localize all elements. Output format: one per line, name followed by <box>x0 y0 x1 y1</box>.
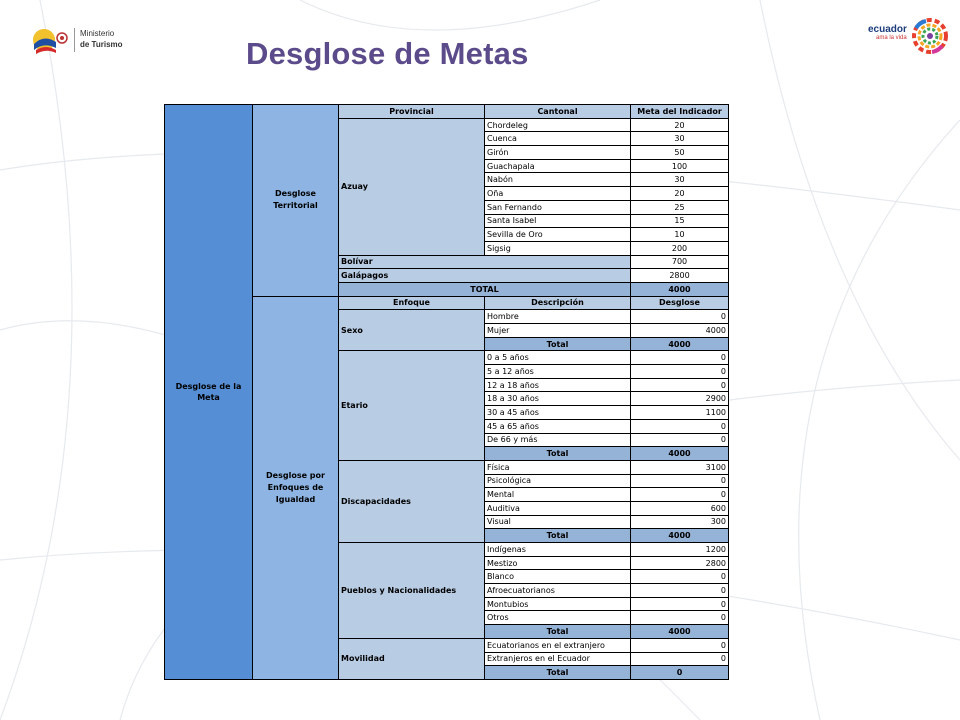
desglose-meta-label: Desglose de la Meta <box>165 105 253 680</box>
descripcion-cell: Montubios <box>485 597 631 611</box>
desglose-value: 0 <box>631 310 729 324</box>
territorial-header-row <box>165 105 729 119</box>
canton-meta-value: 30 <box>631 173 729 187</box>
desglose-igualdad-label: Desglose por Enfoques de Igualdad <box>253 296 339 679</box>
ecuador-brand-text: ecuador <box>868 24 907 35</box>
descripcion-cell: 12 a 18 años <box>485 378 631 392</box>
desglose-value: 0 <box>631 378 729 392</box>
descripcion-cell: Otros <box>485 611 631 625</box>
desglose-value: 0 <box>631 365 729 379</box>
desglose-table <box>164 104 729 680</box>
canton-name: Chordeleg <box>485 118 631 132</box>
enfoque-name: Movilidad <box>339 638 485 679</box>
column-header: Provincial <box>339 105 485 119</box>
canton-name: Nabón <box>485 173 631 187</box>
canton-meta-value: 200 <box>631 241 729 255</box>
canton-meta-value: 10 <box>631 228 729 242</box>
desglose-territorial-label: Desglose Territorial <box>253 105 339 297</box>
enfoque-total-value: 4000 <box>631 337 729 351</box>
enfoque-name: Discapacidades <box>339 460 485 542</box>
enfoque-total-label: Total <box>485 447 631 461</box>
enfoque-total-label: Total <box>485 625 631 639</box>
canton-name: Sigsig <box>485 241 631 255</box>
desglose-value: 0 <box>631 584 729 598</box>
desglose-value: 0 <box>631 652 729 666</box>
descripcion-cell: Mujer <box>485 324 631 338</box>
canton-name: Santa Isabel <box>485 214 631 228</box>
descripcion-cell: Mestizo <box>485 556 631 570</box>
territorial-total-value: 4000 <box>631 282 729 296</box>
column-header: Meta del Indicador <box>631 105 729 119</box>
canton-name: Girón <box>485 146 631 160</box>
descripcion-cell: Ecuatorianos en el extranjero <box>485 638 631 652</box>
enfoque-total-label: Total <box>485 666 631 680</box>
desglose-value: 0 <box>631 419 729 433</box>
ministerio-sun-icon <box>28 20 72 58</box>
desglose-value: 0 <box>631 488 729 502</box>
desglose-value: 2800 <box>631 556 729 570</box>
ministry-name <box>80 28 123 50</box>
desglose-value: 4000 <box>631 324 729 338</box>
enfoque-total-value: 0 <box>631 666 729 680</box>
descripcion-cell: Extranjeros en el Ecuador <box>485 652 631 666</box>
canton-meta-value: 25 <box>631 200 729 214</box>
enfoque-total-value: 4000 <box>631 447 729 461</box>
column-header: Descripción <box>485 296 631 310</box>
ministry-line2: de Turismo <box>80 40 123 49</box>
ecuador-flower-icon <box>912 18 948 54</box>
enfoque-name: Pueblos y Nacionalidades <box>339 543 485 639</box>
canton-meta-value: 20 <box>631 187 729 201</box>
column-header: Cantonal <box>485 105 631 119</box>
descripcion-cell: 30 a 45 años <box>485 406 631 420</box>
province-azuay: Azuay <box>339 118 485 255</box>
ministerio-turismo-logo <box>28 16 158 62</box>
desglose-value: 0 <box>631 433 729 447</box>
descripcion-cell: Visual <box>485 515 631 529</box>
column-header: Enfoque <box>339 296 485 310</box>
descripcion-cell: 0 a 5 años <box>485 351 631 365</box>
page-title: Desglose de Metas <box>246 36 529 71</box>
desglose-value: 0 <box>631 570 729 584</box>
enfoque-name: Sexo <box>339 310 485 351</box>
descripcion-cell: Afroecuatorianos <box>485 584 631 598</box>
logo-divider <box>74 28 75 52</box>
descripcion-cell: Mental <box>485 488 631 502</box>
descripcion-cell: Psicológica <box>485 474 631 488</box>
enfoque-total-value: 4000 <box>631 529 729 543</box>
ecuador-tagline: ama la vida <box>876 35 907 41</box>
canton-meta-value: 20 <box>631 118 729 132</box>
desglose-value: 0 <box>631 351 729 365</box>
desglose-value: 600 <box>631 501 729 515</box>
desglose-value: 0 <box>631 611 729 625</box>
canton-name: Sevilla de Oro <box>485 228 631 242</box>
canton-name: San Fernando <box>485 200 631 214</box>
province-name: Bolívar <box>339 255 631 269</box>
descripcion-cell: Auditiva <box>485 501 631 515</box>
descripcion-cell: Física <box>485 460 631 474</box>
canton-meta-value: 100 <box>631 159 729 173</box>
desglose-value: 1100 <box>631 406 729 420</box>
enfoque-total-value: 4000 <box>631 625 729 639</box>
ministry-line1: Ministerio <box>80 29 115 38</box>
descripcion-cell: 45 a 65 años <box>485 419 631 433</box>
province-meta-value: 700 <box>631 255 729 269</box>
desglose-value: 1200 <box>631 543 729 557</box>
province-name: Galápagos <box>339 269 631 283</box>
canton-name: Oña <box>485 187 631 201</box>
descripcion-cell: Blanco <box>485 570 631 584</box>
desglose-value: 0 <box>631 638 729 652</box>
descripcion-cell: 18 a 30 años <box>485 392 631 406</box>
desglose-value: 0 <box>631 474 729 488</box>
column-header: Desglose <box>631 296 729 310</box>
enfoque-total-label: Total <box>485 529 631 543</box>
canton-meta-value: 15 <box>631 214 729 228</box>
descripcion-cell: Hombre <box>485 310 631 324</box>
descripcion-cell: Indígenas <box>485 543 631 557</box>
desglose-value: 300 <box>631 515 729 529</box>
canton-meta-value: 50 <box>631 146 729 160</box>
enfoque-total-label: Total <box>485 337 631 351</box>
descripcion-cell: De 66 y más <box>485 433 631 447</box>
desglose-value: 0 <box>631 597 729 611</box>
ecuador-ama-la-vida-logo <box>868 18 948 58</box>
canton-meta-value: 30 <box>631 132 729 146</box>
territorial-total-label: TOTAL <box>339 282 631 296</box>
canton-name: Cuenca <box>485 132 631 146</box>
enfoque-name: Etario <box>339 351 485 461</box>
canton-name: Guachapala <box>485 159 631 173</box>
descripcion-cell: 5 a 12 años <box>485 365 631 379</box>
province-meta-value: 2800 <box>631 269 729 283</box>
desglose-value: 3100 <box>631 460 729 474</box>
desglose-table-body <box>165 105 729 680</box>
desglose-value: 2900 <box>631 392 729 406</box>
